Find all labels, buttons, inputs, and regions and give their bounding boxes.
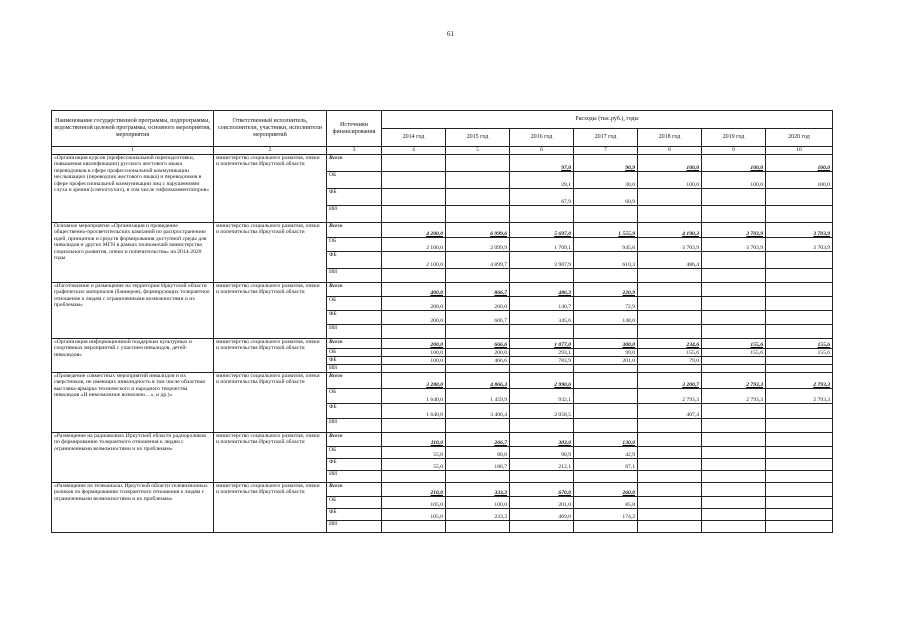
expense-value: 200,0 [382,297,446,311]
expense-value [510,471,574,483]
expense-value [702,404,766,419]
expense-value [766,404,833,419]
header-name: Наименование государственной программы, подпрограммы, ведомственной целевой программы, основного мероприятия, мероприятия [52,111,214,147]
expense-value [702,357,766,365]
expense-value: 200,0 [382,311,446,325]
activity-name: «Размещение на телеканалах Иркутской области телевизионных роликов по формированию толерантного отношения к людям с ограниченными возможностями и их проблемам» [52,483,214,533]
responsible-executor: министерство социального развития, опеки и попечительства Иркутской области [214,433,327,483]
expense-value: 2 100,0 [382,238,446,252]
expense-value [446,155,510,172]
expense-value [638,297,702,311]
funding-source: Всего [327,483,382,497]
expense-value: 200,0 [382,339,446,349]
table-header [52,111,833,155]
expense-value: 100,0 [382,357,446,365]
expense-value: 55,0 [382,447,446,459]
expense-value: 945,6 [574,238,638,252]
expense-value: 100,0 [446,497,510,509]
header-expenses: Расходы (тыс.руб.), годы [382,111,833,129]
expense-value [446,269,510,283]
expense-value: 606,7 [446,311,510,325]
expense-value [702,471,766,483]
expense-value: 610,3 [574,252,638,269]
expense-value: 6 999,6 [446,223,510,238]
expense-value [510,365,574,373]
expense-value [638,419,702,433]
expense-value: 174,2 [574,509,638,521]
responsible-executor: министерство социального развития, опеки и попечительства Иркутской области [214,483,327,533]
expense-value [446,419,510,433]
page-number: 61 [447,30,454,38]
expense-value [702,483,766,497]
funding-source: ИИ [327,269,382,283]
expense-value [510,521,574,533]
expense-value [766,365,833,373]
expense-value: 466,6 [446,357,510,365]
expense-value: 60,9 [574,189,638,206]
expense-value [510,269,574,283]
table-row [52,223,833,238]
header-year: 2015 год [446,129,510,147]
column-number: 5 [446,147,510,155]
expense-value: 90,9 [510,447,574,459]
expense-value: 1 459,9 [446,389,510,404]
expense-value: 783,9 [510,357,574,365]
expense-value [446,206,510,223]
expense-value: 100,0 [702,155,766,172]
expense-value [638,433,702,447]
table-row [52,483,833,497]
expense-value: 233,3 [446,509,510,521]
funding-source: Всего [327,283,382,297]
expense-value [574,206,638,223]
expense-value [766,311,833,325]
expense-value: 260,0 [446,297,510,311]
expense-value [574,471,638,483]
expense-value: 105,0 [382,509,446,521]
header-year: 2020 год [766,129,833,147]
activity-name: «Изготовление и размещение на территории Иркутской области графических материалов (баннеров), формирующих толерантное отношение к людям с ограниченными возможностями и их проблемам» [52,283,214,339]
expense-value [702,447,766,459]
expense-value [702,269,766,283]
expense-value [702,509,766,521]
expense-value: 345,6 [510,311,574,325]
expense-value: 85,8 [574,497,638,509]
responsible-executor: министерство социального развития, опеки и попечительства Иркутской области [214,339,327,373]
expense-value [446,471,510,483]
expense-value: 100,0 [766,155,833,172]
expense-value [382,365,446,373]
expense-value [638,509,702,521]
expense-value [638,311,702,325]
expense-value [702,365,766,373]
expense-value: 3 703,9 [766,238,833,252]
expense-value: 130,0 [574,433,638,447]
expense-value [574,389,638,404]
expense-value [766,459,833,471]
activity-name: «Размещение на радиоволнах Иркутской области радиороликов по формированию толерантного отношения к людям с ограниченными возможностями и их проблемам» [52,433,214,483]
expense-value: 42,9 [574,447,638,459]
funding-source: Всего [327,223,382,238]
funding-source: Всего [327,373,382,389]
funding-source: ФБ [327,357,382,365]
expense-value: 210,0 [382,483,446,497]
expense-value [702,433,766,447]
expense-value [446,325,510,339]
column-number: 3 [327,147,382,155]
funding-source: ИИ [327,521,382,533]
activity-name: «Организация информационной поддержки культурных и спортивных мероприятий с участием инвалидов, детей-инвалидов» [52,339,214,373]
expense-value: 4 899,7 [446,252,510,269]
column-number: 10 [766,147,833,155]
funding-source: ОБ [327,389,382,404]
expense-value [766,471,833,483]
header-responsible: Ответственный исполнитель, соисполнители, участники, исполнители мероприятий [214,111,327,147]
expense-value [446,521,510,533]
expense-value: 100,0 [382,349,446,357]
expense-value [766,497,833,509]
expense-value [766,189,833,206]
expense-value: 155,6 [638,349,702,357]
expense-value [510,325,574,339]
funding-source: Всего [327,339,382,349]
expense-value [510,419,574,433]
expense-value: 100,0 [702,172,766,189]
expense-value [702,283,766,297]
expense-value: 303,0 [510,433,574,447]
expense-value [638,483,702,497]
expense-value: 932,1 [510,389,574,404]
expense-value [574,325,638,339]
expense-value [638,459,702,471]
expense-value: 2 100,0 [382,252,446,269]
expense-value: 2 793,3 [766,373,833,389]
expense-value: 3 703,9 [638,238,702,252]
expense-value: 100,0 [638,172,702,189]
expense-value: 5 697,0 [510,223,574,238]
funding-source: ФБ [327,189,382,206]
expense-value [574,521,638,533]
funding-source: ОБ [327,172,382,189]
expense-value: 1 555,9 [574,223,638,238]
expense-value: 97,0 [510,155,574,172]
responsible-executor: министерство социального развития, опеки и попечительства Иркутской области [214,373,327,433]
header-year: 2018 год [638,129,702,147]
expense-value [382,155,446,172]
column-number: 7 [574,147,638,155]
expense-value: 333,3 [446,483,510,497]
expense-value [382,471,446,483]
header-year: 2019 год [702,129,766,147]
funding-source: ФБ [327,459,382,471]
expense-value [766,325,833,339]
expense-value [702,521,766,533]
expense-value: 186,7 [446,459,510,471]
column-number: 6 [510,147,574,155]
expense-value: 201,0 [510,497,574,509]
expense-value: 670,0 [510,483,574,497]
expense-value [702,252,766,269]
expense-value: 105,0 [382,497,446,509]
expense-value [638,325,702,339]
expense-value [574,269,638,283]
expense-value: 266,7 [446,433,510,447]
expense-value [638,269,702,283]
funding-source: ОБ [327,349,382,357]
expense-value: 201,0 [574,357,638,365]
expense-value [766,252,833,269]
funding-source: ИИ [327,365,382,373]
expense-value [702,311,766,325]
expense-value [766,297,833,311]
expense-value: 2 793,3 [638,389,702,404]
table-row [52,283,833,297]
expense-value: 155,6 [766,339,833,349]
expense-value: 4 866,3 [446,373,510,389]
expense-value: 2 793,3 [766,389,833,404]
expense-value: 469,0 [510,509,574,521]
expense-value: 200,0 [446,349,510,357]
expense-value: 400,0 [382,283,446,297]
expense-value: 3 406,4 [446,404,510,419]
expense-value: 486,4 [638,252,702,269]
funding-source: ОБ [327,447,382,459]
responsible-executor: министерство социального развития, опеки и попечительства Иркутской области [214,223,327,283]
expense-value: 110,0 [382,433,446,447]
expense-value [382,189,446,206]
funding-source: ФБ [327,252,382,269]
expense-value: 140,7 [510,297,574,311]
expense-value: 2 793,3 [702,389,766,404]
expense-value: 407,4 [638,404,702,419]
expense-value: 1 709,1 [510,238,574,252]
expense-value [382,325,446,339]
funding-source: ФБ [327,404,382,419]
expense-value [766,357,833,365]
expense-value [446,189,510,206]
expense-value [702,459,766,471]
expense-value [766,447,833,459]
expense-value: 79,0 [638,357,702,365]
expense-value: 1 640,0 [382,389,446,404]
expense-value: 99,0 [574,349,638,357]
expense-value: 3 200,7 [638,373,702,389]
expense-value [638,206,702,223]
funding-source: ФБ [327,509,382,521]
expense-value [510,206,574,223]
table-row [52,373,833,389]
expense-value: 1 077,0 [510,339,574,349]
expense-value: 100,0 [638,155,702,172]
expense-value [638,521,702,533]
expense-value: 2 099,9 [446,238,510,252]
expense-value: 260,0 [574,483,638,497]
expense-value: 100,0 [766,172,833,189]
expense-value [382,419,446,433]
expense-value: 666,6 [446,339,510,349]
expense-value: 212,1 [510,459,574,471]
expense-value: 4 190,3 [638,223,702,238]
expense-value [766,206,833,223]
expense-value [382,172,446,189]
expense-value [574,373,638,389]
expense-value [446,172,510,189]
expense-value: 486,3 [510,283,574,297]
expense-value: 3 987,9 [510,252,574,269]
expense-value: 148,0 [574,311,638,325]
expense-value: 300,0 [574,339,638,349]
expense-value [702,325,766,339]
expense-value [638,447,702,459]
expense-value: 80,0 [446,447,510,459]
expense-value [702,497,766,509]
activity-name: Основное мероприятие «Организация и проведение общественно-просветительских кампаний по распространению идей, принципов и средств формирования доступной среды для инвалидов и других МГН в рамках полномочий министерства социального развития, опеки и попечительства» на 2014-2020 годы [52,223,214,283]
expense-value: 234,6 [638,339,702,349]
expense-value [638,365,702,373]
funding-source: ОБ [327,297,382,311]
expense-value [574,419,638,433]
expense-value: 3 703,9 [702,223,766,238]
expense-value [702,206,766,223]
funding-source: Всего [327,155,382,172]
expense-value [766,283,833,297]
funding-source: ОБ [327,238,382,252]
expense-value [382,521,446,533]
expense-value [638,189,702,206]
funding-source: ИИ [327,419,382,433]
funding-source: ИИ [327,206,382,223]
expense-value: 67,9 [510,189,574,206]
column-number: 8 [638,147,702,155]
expense-value [766,483,833,497]
table-row [52,433,833,447]
expense-value: 3 280,0 [382,373,446,389]
expense-value: 866,7 [446,283,510,297]
funding-source: ФБ [327,311,382,325]
expense-value: 29,1 [510,172,574,189]
expense-value [382,206,446,223]
expense-value [702,189,766,206]
expense-value [638,471,702,483]
budget-table [51,110,833,533]
table-row [52,339,833,349]
expense-value [638,283,702,297]
expense-value: 2 990,6 [510,373,574,389]
expense-value [766,269,833,283]
expense-value [702,419,766,433]
expense-value [766,419,833,433]
expense-value: 72,9 [574,297,638,311]
responsible-executor: министерство социального развития, опеки и попечительства Иркутской области [214,155,327,223]
expense-value: 55,0 [382,459,446,471]
activity-name: «Проведение совместных мероприятий инвалидов и их сверстников, не имеющих инвалидность в том числе областная выставка-ярмарка технического и народного творчества инвалидов «И невозможное возможно…», и др.)» [52,373,214,433]
column-number: 2 [214,147,327,155]
funding-source: ОБ [327,497,382,509]
header-source: Источники финансирования [327,111,382,147]
funding-source: ИИ [327,325,382,339]
expense-value [766,509,833,521]
expense-value: 90,9 [574,155,638,172]
expense-value [446,365,510,373]
header-year: 2014 год [382,129,446,147]
expense-value: 2 793,3 [702,373,766,389]
expense-value [574,404,638,419]
activity-name: «Организация курсов (профессиональной переподготовки, повышения квалификации) русского жестового языка переводчиков в сфере профессиональной коммуникации неслышащих (переводчик жестового языка) и переводчиков в сфере профессиональной коммуникации лиц с нарушениями слуха и зрения (слепоглухих), в том числе тифлокомментаторов» [52,155,214,223]
expense-value [766,521,833,533]
expense-value [702,297,766,311]
column-number: 1 [52,147,214,155]
expense-value: 4 200,0 [382,223,446,238]
expense-value [574,365,638,373]
responsible-executor: министерство социального развития, опеки и попечительства Иркутской области [214,283,327,339]
table-body [52,155,833,533]
expense-value: 30,0 [574,172,638,189]
expense-value: 2 058,5 [510,404,574,419]
column-number: 4 [382,147,446,155]
expense-value: 293,1 [510,349,574,357]
expense-value: 3 703,9 [766,223,833,238]
expense-value: 220,9 [574,283,638,297]
column-number: 9 [702,147,766,155]
expense-value [766,433,833,447]
expense-value: 155,6 [766,349,833,357]
expense-value: 155,6 [702,349,766,357]
expense-value: 3 703,9 [702,238,766,252]
header-year: 2017 год [574,129,638,147]
expense-value [382,269,446,283]
funding-source: Всего [327,433,382,447]
expense-value [638,497,702,509]
expense-value: 155,6 [702,339,766,349]
table-row [52,155,833,172]
expense-value: 87,1 [574,459,638,471]
funding-source: ИИ [327,471,382,483]
expense-value: 1 640,0 [382,404,446,419]
header-year: 2016 год [510,129,574,147]
